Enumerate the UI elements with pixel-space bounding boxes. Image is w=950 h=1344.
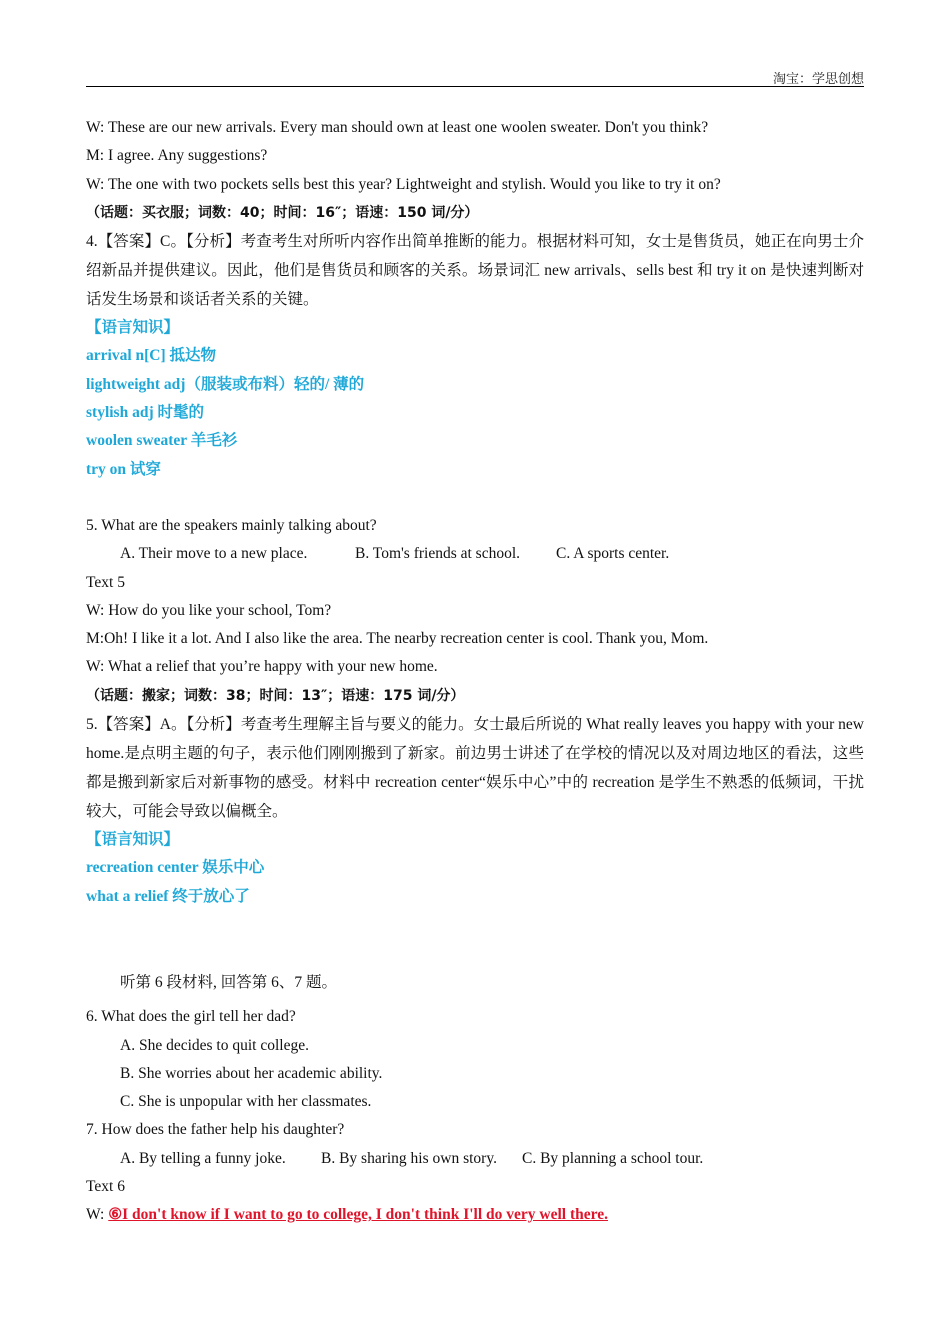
- q4-vocab-item: stylish adj 时髦的: [86, 404, 204, 422]
- header-label: 淘宝：学思创想: [772, 71, 864, 86]
- q5-option-b: B. Tom's friends at school.: [355, 545, 521, 563]
- q5-options: [86, 540, 864, 568]
- q4-vocab-item: woolen sweater 羊毛衫: [86, 432, 238, 450]
- q7-option-a: A. By telling a funny joke.: [120, 1149, 286, 1167]
- q5-language-title: 【语言知识】: [86, 831, 180, 849]
- q5-vocab-item: recreation center 娱乐中心: [86, 859, 265, 877]
- q4-language-title: 【语言知识】: [86, 319, 180, 337]
- q4-vocab-item: arrival n[C] 抵达物: [86, 347, 217, 365]
- q6-question: 6. What does the girl tell her dad?: [86, 1008, 296, 1026]
- q4-vocab-item: try on 试穿: [86, 460, 161, 478]
- q4-vocab-item: lightweight adj（服装或布料）轻的/ 薄的: [86, 375, 365, 393]
- text6-woman-line-1: [86, 1201, 864, 1229]
- text6-title: Text 6: [86, 1178, 125, 1196]
- text5-woman-line-2: W: What a relief that you’re happy with your new home.: [86, 658, 438, 676]
- q7-option-b: B. By sharing his own story.: [321, 1149, 497, 1167]
- text5-title: Text 5: [86, 573, 125, 591]
- q5-question: 5. What are the speakers mainly talking about?: [86, 516, 377, 534]
- text4-woman-line-1: W: These are our new arrivals. Every man should own at least one woolen sweater. Don't you think?: [86, 119, 709, 136]
- q7-options: [86, 1145, 864, 1173]
- text4-woman-line-2: W: The one with two pockets sells best this year? Lightweight and stylish. Would you like to try it on?: [86, 175, 721, 193]
- q6-option-b: B. She worries about her academic ability.: [120, 1064, 383, 1082]
- text4-meta: （话题：买衣服；词数：40；时间：16″；语速：150 词/分）: [86, 204, 479, 221]
- speaker-prefix: W:: [86, 1206, 109, 1224]
- document-body: [86, 114, 864, 1230]
- text5-meta: （话题：搬家；词数：38；时间：13″；语速：175 词/分）: [86, 687, 465, 704]
- text5-woman-line-1: W: How do you like your school, Tom?: [86, 601, 332, 619]
- text4-man-line-1: M: I agree. Any suggestions?: [86, 147, 268, 165]
- q4-analysis: 4.【答案】C。【分析】考查考生对所听内容作出简单推断的能力。根据材料可知，女士是售货员，她正在向男士介绍新品并提供建议。因此，他们是售货员和顾客的关系。场景词汇 new arrivals、sells best 和 try it on 是快速判断对话发生场景和谈话者关系的关键。: [86, 233, 864, 309]
- text5-man-line-1: M:Oh! I like it a lot. And I also like the area. The nearby recreation center is cool. Thank you, Mom.: [86, 630, 709, 648]
- q6-option-c: C. She is unpopular with her classmates.: [120, 1093, 372, 1111]
- highlighted-sentence: ⑥I don't know if I want to go to college, I don't think I'll do very well there.: [108, 1206, 608, 1224]
- q5-option-c: C. A sports center.: [556, 545, 670, 563]
- q5-option-a: A. Their move to a new place.: [120, 545, 308, 563]
- q7-option-c: C. By planning a school tour.: [522, 1149, 704, 1167]
- q6-option-a: A. She decides to quit college.: [120, 1036, 309, 1054]
- q7-question: 7. How does the father help his daughter?: [86, 1121, 345, 1139]
- q5-analysis: 5.【答案】A。【分析】考查考生理解主旨与要义的能力。女士最后所说的 What really leaves you happy with your new home.是点明主题的句子，表示他们刚刚搬到了新家。前边男士讲述了在学校的情况以及对周边地区的看法，这些都是搬到新家后对新事物的感受。材料中 recreation center“娱乐中心”中的 recreation 是学生不熟悉的低频词，干扰较大，可能会导致以偏概全。: [86, 716, 864, 821]
- q5-vocab-item: what a relief 终于放心了: [86, 887, 250, 905]
- section6-instruction: 听第 6 段材料, 回答第 6、7 题。: [120, 973, 338, 991]
- header-divider: [86, 86, 864, 87]
